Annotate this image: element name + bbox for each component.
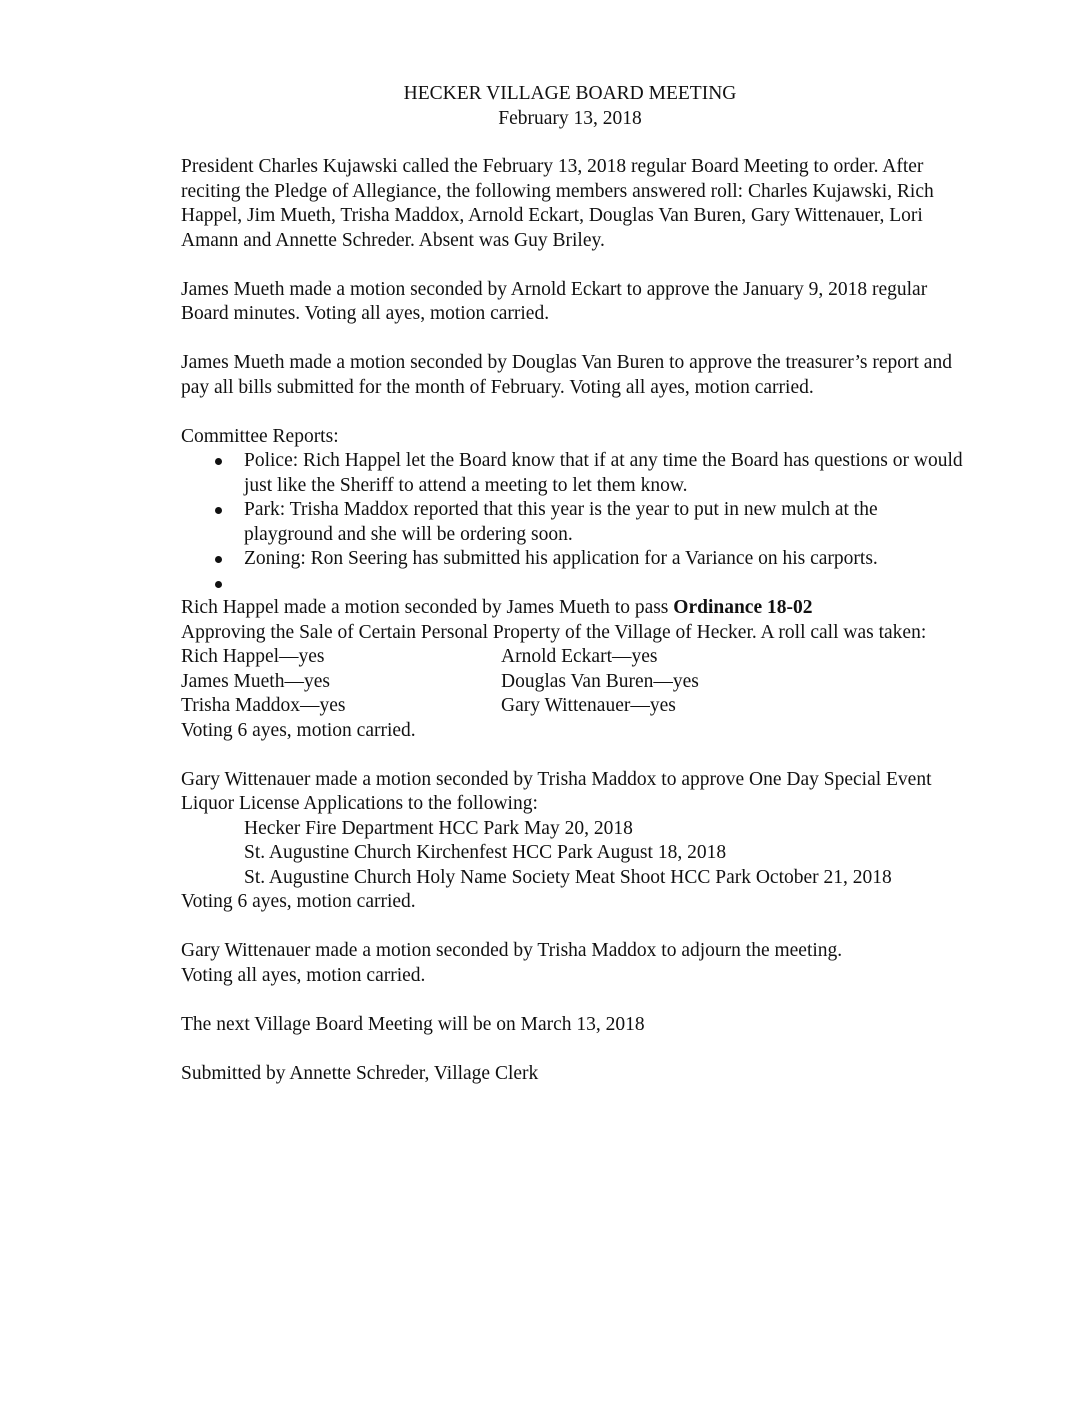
committee-report-park bbox=[181, 498, 971, 547]
roll-call-vote: Douglas Van Buren—yes bbox=[501, 670, 699, 692]
committee-report-text: Zoning: Ron Seering has submitted his application for a Variance on his carports. bbox=[244, 548, 878, 569]
document-header bbox=[0, 82, 1088, 131]
committee-report-empty bbox=[181, 572, 971, 597]
committee-report-text: Police: Rich Happel let the Board know that if at any time the Board has questions or would just like the Sheriff to attend a meeting to let them know. bbox=[244, 450, 963, 496]
roll-call-vote: Arnold Eckart—yes bbox=[501, 646, 658, 667]
liquor-license-events bbox=[181, 817, 971, 891]
roll-call-votes bbox=[181, 645, 971, 719]
ordinance-number: Ordinance 18-02 bbox=[673, 597, 813, 618]
treasurer-motion-paragraph: James Mueth made a motion seconded by Douglas Van Buren to approve the treasurer’s report and pay all bills submitted for the month of February. Voting all ayes, motion carried. bbox=[181, 352, 952, 398]
document-body bbox=[181, 155, 971, 1111]
ordinance-motion bbox=[181, 596, 971, 645]
minutes-motion-paragraph: James Mueth made a motion seconded by Arnold Eckart to approve the January 9, 2018 regular Board minutes. Voting all ayes, motion carried. bbox=[181, 278, 928, 324]
ordinance-section bbox=[181, 596, 971, 743]
roll-call-vote: Trisha Maddox—yes bbox=[181, 695, 346, 716]
liquor-event: St. Augustine Church Holy Name Society Meat Shoot HCC Park October 21, 2018 bbox=[244, 866, 892, 888]
liquor-event: Hecker Fire Department HCC Park May 20, 2018 bbox=[244, 817, 633, 839]
roll-call-vote: Rich Happel—yes bbox=[181, 646, 325, 667]
opening-paragraph: President Charles Kujawski called the February 13, 2018 regular Board Meeting to order. After reciting the Pledge of Allegiance, the following members answered roll: Charles Kujawski, Rich Happel, Jim Mueth, Trisha Maddox, Arnold Eckart, Douglas Van Buren, Gary Wittenauer, Lori Amann and Annette Schreder. Absent was Guy Briley. bbox=[181, 156, 934, 251]
bullet-icon bbox=[215, 581, 222, 588]
adjourn-result: Voting all ayes, motion carried. bbox=[181, 964, 426, 986]
bullet-icon bbox=[215, 458, 222, 465]
adjourn-motion: Gary Wittenauer made a motion seconded by Trisha Maddox to adjourn the meeting. bbox=[181, 940, 843, 961]
committee-report-police bbox=[181, 449, 971, 498]
ordinance-intro: Rich Happel made a motion seconded by James Mueth to pass bbox=[181, 597, 674, 618]
roll-call-vote: James Mueth—yes bbox=[181, 670, 330, 692]
ordinance-result: Voting 6 ayes, motion carried. bbox=[181, 719, 416, 741]
liquor-license-result: Voting 6 ayes, motion carried. bbox=[181, 891, 416, 912]
liquor-event: St. Augustine Church Kirchenfest HCC Park August 18, 2018 bbox=[244, 842, 727, 863]
next-meeting-note: The next Village Board Meeting will be on March 13, 2018 bbox=[181, 1013, 645, 1035]
liquor-license-motion: Gary Wittenauer made a motion seconded by Trisha Maddox to approve One Day Special Event Liquor License Applications to the following: bbox=[181, 768, 932, 814]
ordinance-description: Approving the Sale of Certain Personal Property of the Village of Hecker. A roll call was taken: bbox=[181, 621, 927, 643]
liquor-license-section bbox=[181, 768, 971, 915]
document-title: HECKER VILLAGE BOARD MEETING bbox=[403, 83, 737, 104]
roll-call-vote: Gary Wittenauer—yes bbox=[501, 695, 676, 716]
committee-reports-list bbox=[181, 449, 971, 596]
adjourn-section bbox=[181, 939, 971, 988]
bullet-icon bbox=[215, 556, 222, 563]
committee-reports-heading: Committee Reports: bbox=[181, 425, 339, 447]
meeting-date: February 13, 2018 bbox=[498, 107, 642, 129]
committee-report-text: Park: Trisha Maddox reported that this year is the year to put in new mulch at the playground and she will be ordering soon. bbox=[244, 499, 878, 545]
bullet-icon bbox=[215, 507, 222, 514]
clerk-signature: Submitted by Annette Schreder, Village Clerk bbox=[181, 1062, 539, 1084]
committee-report-zoning bbox=[181, 547, 971, 572]
